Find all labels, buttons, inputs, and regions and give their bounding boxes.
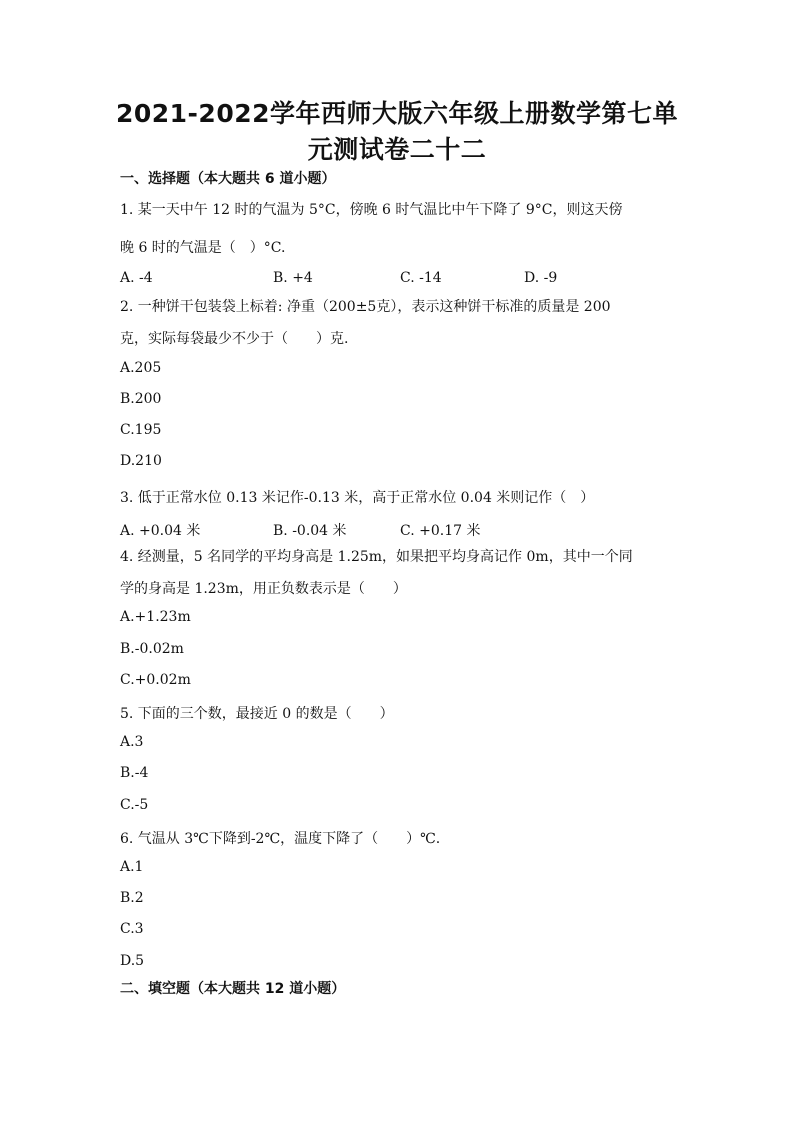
question-1-option-d: D. -9 bbox=[524, 270, 558, 286]
question-6-option-a: A.1 bbox=[120, 859, 144, 875]
title-line-1: 2021-2022学年西师大版六年级上册数学第七单 bbox=[115, 99, 679, 128]
question-5-option-c: C.-5 bbox=[120, 797, 149, 813]
question-5-line-1: 5. 下面的三个数，最接近 0 的数是（ ） bbox=[120, 706, 394, 722]
question-3-option-b: B. -0.04 米 bbox=[273, 523, 347, 539]
question-6-line-1: 6. 气温从 3℃下降到-2℃，温度下降了（ ）℃. bbox=[120, 831, 441, 847]
question-1-option-b: B. +4 bbox=[273, 270, 313, 286]
question-2-option-d: D.210 bbox=[120, 453, 162, 469]
question-3-line-1: 3. 低于正常水位 0.13 米记作-0.13 米，高于正常水位 0.04 米则记作（ ） bbox=[120, 490, 595, 506]
question-2-option-b: B.200 bbox=[120, 391, 162, 407]
section-heading-fill-in: 二、填空题（本大题共 12 道小题） bbox=[120, 981, 346, 997]
question-2-line-2: 克，实际每袋最少不少于（ ）克. bbox=[120, 331, 349, 347]
question-6-option-b: B.2 bbox=[120, 890, 144, 906]
section-heading-choice: 一、选择题（本大题共 6 道小题） bbox=[120, 171, 336, 187]
question-2-option-a: A.205 bbox=[120, 360, 162, 376]
question-4-option-c: C.+0.02m bbox=[120, 672, 191, 688]
question-1-option-c: C. -14 bbox=[400, 270, 442, 286]
question-2-option-c: C.195 bbox=[120, 422, 162, 438]
question-1-line-2: 晚 6 时的气温是（ ）°C. bbox=[120, 240, 286, 256]
question-1-line-1: 1. 某一天中午 12 时的气温为 5°C，傍晚 6 时气温比中午下降了 9°C，则这天傍 bbox=[120, 202, 623, 218]
question-6-option-c: C.3 bbox=[120, 921, 144, 937]
question-5-option-a: A.3 bbox=[120, 734, 144, 750]
question-5-option-b: B.-4 bbox=[120, 765, 149, 781]
question-4-line-2: 学的身高是 1.23m，用正负数表示是（ ） bbox=[120, 581, 407, 597]
question-4-line-1: 4. 经测量，5 名同学的平均身高是 1.25m，如果把平均身高记作 0m，其中一个同 bbox=[120, 549, 633, 565]
question-2-line-1: 2. 一种饼干包装袋上标着: 净重（200±5克），表示这种饼干标准的质量是 200 bbox=[120, 299, 611, 315]
question-3-option-a: A. +0.04 米 bbox=[120, 523, 201, 539]
question-4-option-b: B.-0.02m bbox=[120, 641, 184, 657]
question-3-option-c: C. +0.17 米 bbox=[400, 523, 481, 539]
question-4-option-a: A.+1.23m bbox=[120, 609, 191, 625]
question-6-option-d: D.5 bbox=[120, 953, 145, 969]
question-1-option-a: A. -4 bbox=[120, 270, 153, 286]
title-line-2: 元测试卷二十二 bbox=[307, 135, 487, 164]
